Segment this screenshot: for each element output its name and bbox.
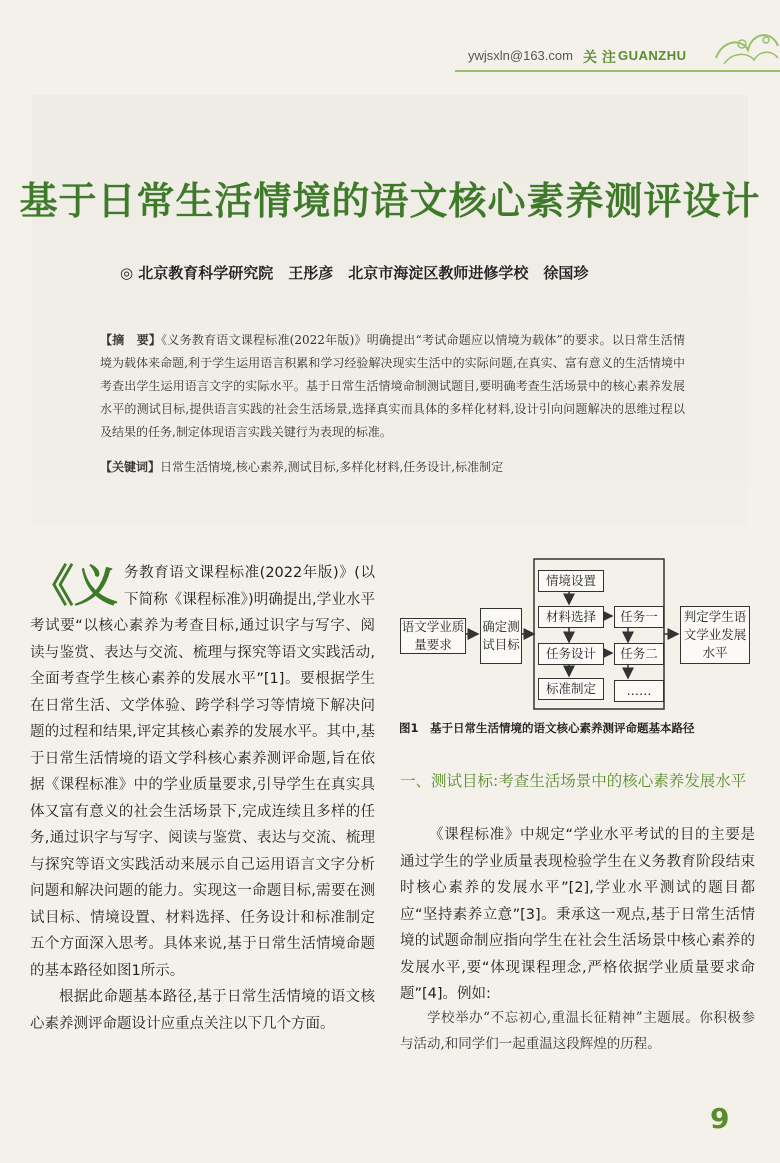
section-name: 关 注 (583, 50, 616, 66)
section-heading: 一、测试目标:考查生活场景中的核心素养发展水平 (400, 772, 747, 790)
article-authors: ◎ 北京教育科学研究院 王彤彦 北京市海淀区教师进修学校 徐国珍 (120, 264, 589, 282)
box-step: 任务设计 (538, 643, 604, 665)
box-step: 标准制定 (538, 678, 604, 700)
abstract-text: 《义务教育语文课程标准(2022年版)》明确提出“考试命题应以情境为载体”的要求。以日常生活情境为载体来命题,利于学生运用语言积累和学习经验解决现实生活中的实际问题,在真实、富有意义的生活情境中考查出学生运用语言文字的实际水平。基于日常生活情境命制测试题目,要明确考查生活场景中的核心素养发展水平的测试目标,提供语言实践的社会生活场景,选择真实而具体的多样化材料,设计引向问题解决的思维过程以及结果的任务,制定体现语言实践关键行为表现的标准。 (100, 333, 685, 439)
box-output: 判定学生语文学业发展水平 (680, 606, 750, 664)
paragraph (30, 560, 375, 984)
body-left-column (30, 560, 375, 1037)
figure-caption: 图1 基于日常生活情境的语文核心素养测评命题基本路径 (399, 721, 695, 735)
page-number: 9 (710, 1102, 730, 1135)
box-target: 确定测试目标 (480, 608, 522, 664)
box-task: 任务一 (614, 606, 664, 628)
box-task: 任务二 (614, 643, 664, 665)
header-rule (455, 70, 780, 72)
abstract (100, 329, 685, 444)
body-right-column (400, 822, 755, 1008)
journal-email: ywjsxln@163.com (468, 48, 573, 63)
paragraph-text: 务教育语文课程标准(2022年版)》(以下简称《课程标准》)明确提出,学业水平考试要“以核心素养为考查目标,通过识字与写字、阅读与鉴赏、表达与交流、梳理与探究等语文实践活动,全面考查学生核心素养的发展水平”[1]。要根据学生在日常生活、文学体验、跨学科学习等情境下解决问题的过程和结果,评定其核心素养的发展水平。其中,基于日常生活情境的语文学科核心素养测评命题,旨在依据《课程标准》中的学业质量要求,引导学生在真实具体又富有意义的社会生活场景下,完成连续且多样的任务,通过识字与写字、阅读与鉴赏、表达与交流、梳理与探究等语文实践活动来展示自己运用语言文字分析问题和解决问题的能力。实现这一命题目标,需要在测试目标、情境设置、材料选择、任务设计和标准制定五个方面深入思考。具体来说,基于日常生活情境命题的基本路径如图1所示。 (30, 565, 375, 979)
keywords-text: 日常生活情境,核心素养,测试目标,多样化材料,任务设计,标准制定 (160, 460, 504, 474)
dropcap: 《义 (30, 561, 118, 612)
box-input: 语文学业质量要求 (401, 619, 465, 652)
cloud-ornament-icon (712, 18, 780, 70)
box-step: 材料选择 (538, 606, 604, 628)
abstract-label: 【摘 要】 (100, 333, 162, 347)
paragraph: 根据此命题基本路径,基于日常生活情境的语文核心素养测评命题设计应重点关注以下几个方面。 (30, 989, 375, 1032)
keywords-label: 【关键词】 (100, 460, 161, 474)
flow-diagram (398, 556, 758, 712)
article-title: 基于日常生活情境的语文核心素养测评设计 (19, 179, 761, 223)
keywords (100, 456, 685, 479)
example-quote: 学校举办“不忘初心,重温长征精神”主题展。你积极参与活动,和同学们一起重温这段辉煌的历程。 (400, 1010, 755, 1052)
paragraph: 《课程标准》中规定“学业水平考试的目的主要是通过学生的学业质量表现检验学生在义务教育阶段结束时核心素养的发展水平”[2],学业水平测试的题目都应“坚持素养立意”[3]。秉承这一观点,基于日常生活情境的试题命制应指向学生在社会生活场景中核心素养的发展水平,要“体现课程理念,严格依据学业质量要求命题”[4]。例如: (400, 827, 755, 1002)
section-name-en: GUANZHU (618, 48, 687, 63)
box-step: 情境设置 (538, 570, 604, 592)
box-task: …… (614, 680, 664, 702)
